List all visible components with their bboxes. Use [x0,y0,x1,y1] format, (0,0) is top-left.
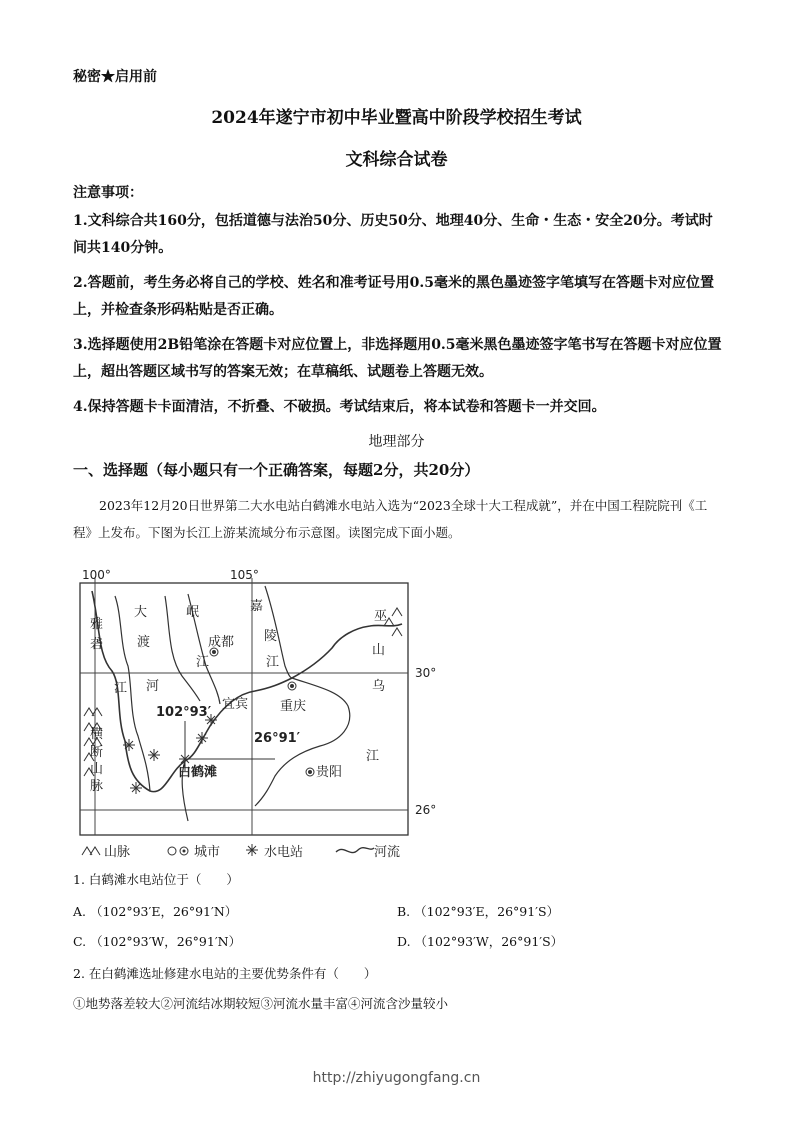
legend-mountain: 山脉 [104,845,131,860]
confidential-mark: 秘密★启用前 [73,69,157,85]
reading-passage: 2023年12月20日世界第二大水电站白鹤滩水电站入选为“2023全球十大工程成就”，并在中国工程院院刊《工程》上发布。下图为长江上游某流域分布示意图。读图完成下面小题。 [73,498,708,540]
part-title: 一、选择题（每小题只有一个正确答案，每题2分，共20分） [73,461,480,479]
map-legend [82,844,400,860]
hengduan-char-1: 横 [90,727,104,742]
hengduan-char-3: 山 [90,762,104,777]
lat-label-30: 30° [415,666,437,680]
lon-label-100: 100° [82,568,111,582]
hengduan-char-4: 脉 [90,779,104,794]
legend-river: 河流 [374,845,401,860]
footer-url[interactable]: http://zhiyugongfang.cn [312,1070,481,1086]
dadu-char-1: 大 [134,605,148,620]
legend-city: 城市 [194,845,221,860]
q1-option-b[interactable]: B. （102°93′E，26°91′S） [397,904,560,919]
wu-char-1: 乌 [372,679,386,694]
question-1-stem: 1. 白鹤滩水电站位于（ ） [73,872,239,887]
note-item-4: 4.保持答题卡卡面清洁，不折叠、不破损。考试结束后，将本试卷和答题卡一并交回。 [73,399,606,415]
yangtze-river [92,591,402,792]
city-chongqing: 重庆 [280,699,307,714]
hengduan-char-2: 断 [90,745,104,760]
exam-subtitle: 文科综合试卷 [345,150,448,170]
station-baihetan: 白鹤滩 [178,765,218,780]
wushan-char-2: 山 [372,643,386,658]
yalong-char-2: 砻 [90,637,104,652]
note-item-3: 3.选择题使用2B铅笔涂在答题卡对应位置上，非选择题用0.5毫米黑色墨迹签字笔书写在答题卡对应位置上，超出答题区域书写的答案无效；在草稿纸、试题卷上答题无效。 [73,337,722,380]
lat-label-26: 26° [415,803,437,817]
q1-option-a[interactable]: A. （102°93′E，26°91′N） [73,904,238,919]
question-2-stem: 2. 在白鹤滩选址修建水电站的主要优势条件有（ ） [73,966,377,981]
yangtze-basin-map [70,566,450,862]
yalong-char-3: 江 [114,681,128,696]
lon-label-105: 105° [230,568,259,582]
min-char-1: 岷 [186,605,200,620]
city-guiyang: 贵阳 [316,765,343,780]
legend-city-icon [183,850,186,853]
legend-hydro: 水电站 [264,845,304,860]
question-2-conditions: ①地势落差较大②河流结冰期较短③河流水量丰富④河流含沙量较小 [73,996,449,1011]
coord-label-lon: 102°93′ [156,705,212,720]
legend-hydro-icon [246,844,258,856]
dadu-char-3: 河 [146,679,160,694]
jialing-char-1: 嘉 [250,599,264,614]
exam-title: 2024年遂宁市初中毕业暨高中阶段学校招生考试 [211,108,582,128]
yalong-char-1: 雅 [90,617,104,632]
min-char-2: 江 [196,655,210,670]
hydropower-symbols [123,714,217,794]
notes-heading: 注意事项： [73,185,143,201]
section-title: 地理部分 [368,434,425,450]
city-yibin: 宜宾 [222,697,249,712]
city-chengdu: 成都 [208,635,235,650]
jialing-char-3: 江 [266,655,280,670]
q1-option-c[interactable]: C. （102°93′W，26°91′N） [73,934,242,949]
wushan-char-1: 巫 [374,609,388,624]
coord-label-lat: 26°91′ [254,731,301,746]
wu-char-2: 江 [366,749,380,764]
note-item-1: 1.文科综合共160分，包括道德与法治50分、历史50分、地理40分、生命・生态・安全20分。考试时间共140分钟。 [73,213,713,256]
legend-river-icon [336,848,374,853]
q1-option-d[interactable]: D. （102°93′W，26°91′S） [397,934,564,949]
jialing-char-2: 陵 [264,629,278,644]
note-item-2: 2.答题前，考生务必将自己的学校、姓名和准考证号用0.5毫米的黑色墨迹签字笔填写在答题卡对应位置上，并检查条形码粘贴是否正确。 [73,275,714,318]
legend-mountain-icon [82,847,100,855]
dadu-char-2: 渡 [137,635,151,650]
